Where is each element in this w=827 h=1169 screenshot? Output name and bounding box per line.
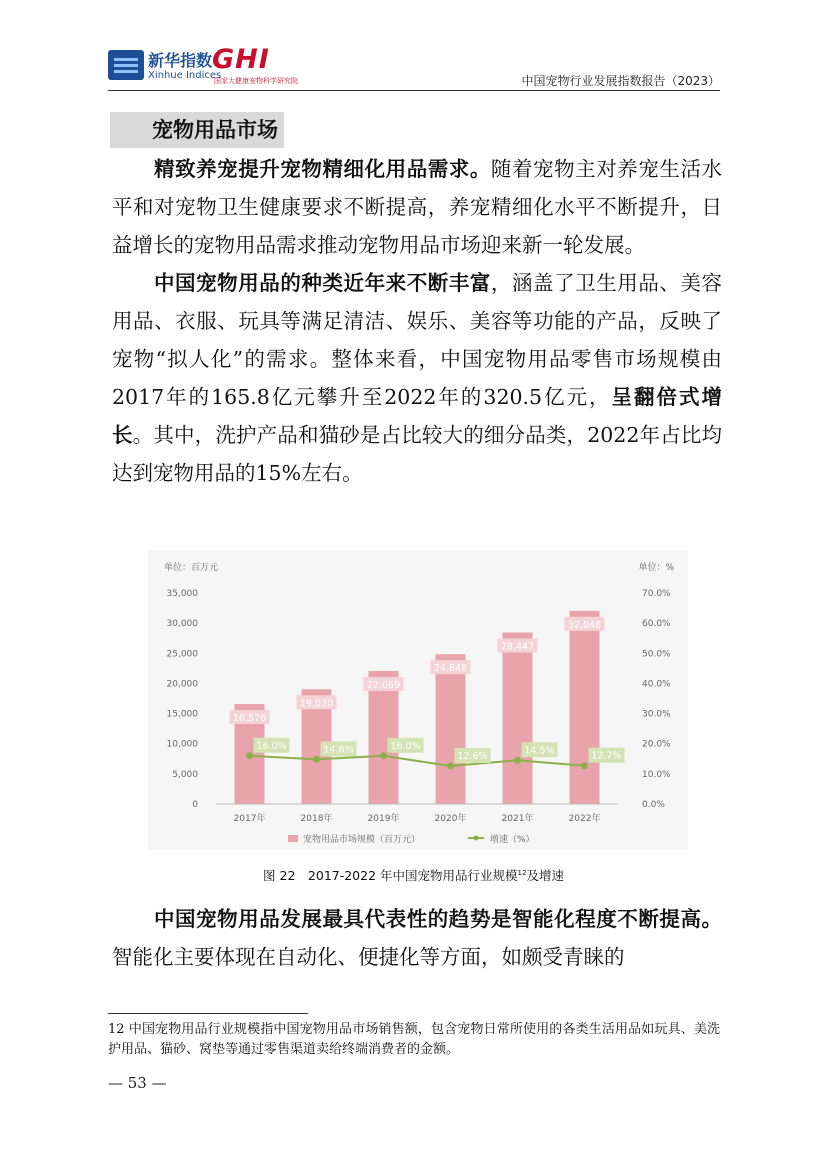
- x-tick-label: 2022年: [568, 814, 601, 824]
- bar-2020年: [433, 654, 468, 804]
- paragraph-2-bold-2: 呈翻倍式增长: [112, 385, 723, 447]
- growth-rate-label: 14.5%: [524, 745, 555, 757]
- y-right-tick-label: 0.0%: [642, 800, 665, 810]
- legend-bar-label: 宠物用品市场规模（百万元）: [303, 835, 421, 845]
- report-title: 中国宠物行业发展指数报告（2023）: [521, 74, 720, 88]
- bar-value-label: 24,848: [433, 663, 468, 675]
- legend-line-marker: [474, 836, 479, 841]
- y-left-tick-label: 25,000: [166, 649, 198, 660]
- growth-rate-point: [246, 752, 253, 759]
- caption-footnote-ref: 12: [517, 868, 527, 877]
- y-right-tick-label: 30.0%: [642, 709, 671, 720]
- paragraph-1-text: 随着宠物主对养宠生活水平和对宠物卫生健康要求不断提高，养宠精细化水平不断提升，日益增长的宠物用品需求推动宠物用品市场迎来新一轮发展。: [112, 157, 722, 257]
- paragraph-2-text: ，涵盖了卫生用品、美容用品、衣服、玩具等满足清洁、娱乐、美容等功能的产品，反映了宠物“拟人化”的需求。整体来看，中国宠物用品零售市场规模由2017年的165.8亿元攀升至2022年的320.5亿元，: [112, 271, 722, 409]
- growth-rate-label: 12.6%: [457, 751, 488, 763]
- caption-prefix: 图 22 2017-2022 年中国宠物用品行业规模: [263, 868, 518, 883]
- x-tick-label: 2020年: [434, 814, 467, 824]
- paragraph-2-text-2: 。其中，洗护产品和猫砂是占比较大的细分品类，2022年占比均达到宠物用品的15%左右。: [112, 423, 723, 485]
- paragraph-3-text: 智能化主要体现在自动化、便捷化等方面，如颇受青睐的: [112, 945, 625, 969]
- growth-rate-line: [250, 756, 585, 766]
- bar-2021年: [500, 633, 535, 804]
- page-number: — 53 —: [108, 1074, 167, 1092]
- x-tick-label: 2017年: [233, 814, 266, 824]
- paragraph-3-bold: 中国宠物用品发展最具代表性的趋势是智能化程度不断提高。: [154, 907, 722, 931]
- y-right-tick-label: 50.0%: [642, 649, 671, 660]
- market-size-chart: [148, 550, 688, 850]
- bar-value-label: 22,069: [366, 679, 401, 691]
- y-left-tick-label: 35,000: [166, 589, 198, 599]
- bar-value-label: 16,576: [232, 713, 267, 725]
- y-left-tick-label: 20,000: [166, 679, 198, 690]
- x-tick-label: 2018年: [300, 814, 333, 824]
- y-left-tick-label: 10,000: [166, 739, 198, 750]
- bar-value-label: 19,030: [299, 698, 334, 710]
- paragraph-1-bold: 精致养宠提升宠物精细化用品需求。: [154, 157, 491, 181]
- x-tick-label: 2019年: [367, 814, 400, 824]
- growth-rate-label: 14.8%: [323, 744, 354, 756]
- page-header: [108, 44, 720, 92]
- paragraph-2: [112, 264, 722, 492]
- y-left-tick-label: 15,000: [166, 709, 198, 720]
- paragraph-2-bold: 中国宠物用品的种类近年来不断丰富: [154, 271, 491, 295]
- ghi-logo: GHI: [212, 44, 270, 75]
- paragraph-1: [112, 150, 722, 264]
- growth-rate-label: 12.7%: [591, 750, 622, 762]
- y-left-unit-label: 单位：百万元: [164, 563, 219, 573]
- y-left-tick-label: 30,000: [166, 619, 198, 630]
- caption-suffix: 及增速: [526, 868, 564, 883]
- chart-svg: [148, 550, 688, 850]
- main-content: [112, 112, 722, 492]
- legend-bar-swatch: [288, 835, 298, 842]
- paragraph-3: [112, 900, 722, 976]
- figure-caption: [0, 866, 827, 884]
- y-left-tick-label: 5,000: [172, 769, 198, 780]
- y-right-unit-label: 单位：%: [638, 563, 674, 573]
- y-left-tick-label: 0: [192, 800, 198, 810]
- xinhua-logo-icon: [108, 50, 144, 80]
- bar-value-label: 32,048: [567, 619, 602, 631]
- x-tick-label: 2021年: [501, 814, 534, 824]
- growth-rate-label: 16.0%: [256, 740, 287, 752]
- growth-rate-label: 16.0%: [390, 740, 421, 752]
- y-right-tick-label: 20.0%: [642, 739, 671, 750]
- footnote: 12 中国宠物用品行业规模指中国宠物用品市场销售额，包含宠物日常所使用的各类生活用品如玩具、美洗护用品、猫砂、窝垫等通过零售渠道卖给终端消费者的金额。: [108, 1022, 720, 1057]
- section-title: 宠物用品市场: [110, 112, 284, 148]
- y-right-tick-label: 10.0%: [642, 769, 671, 780]
- xinhua-logo-title: 新华指数: [148, 51, 213, 70]
- growth-rate-point: [581, 762, 588, 769]
- header-divider: [108, 90, 720, 91]
- main-content-continued: [112, 900, 722, 976]
- y-right-tick-label: 40.0%: [642, 679, 671, 690]
- footnote-divider: [108, 1013, 308, 1014]
- bar-2022年: [567, 611, 602, 804]
- growth-rate-point: [380, 752, 387, 759]
- y-right-tick-label: 60.0%: [642, 619, 671, 630]
- legend-line-label: 增速（%）: [490, 835, 535, 845]
- bar-value-label: 28,447: [500, 641, 535, 653]
- growth-rate-point: [447, 763, 454, 770]
- ghi-logo-subtitle: 国家大健康宠物科学研究院: [214, 77, 298, 85]
- growth-rate-point: [313, 756, 320, 763]
- y-right-tick-label: 70.0%: [642, 589, 671, 599]
- growth-rate-point: [514, 757, 521, 764]
- xinhua-logo-subtitle: Xinhue Indices: [148, 70, 222, 81]
